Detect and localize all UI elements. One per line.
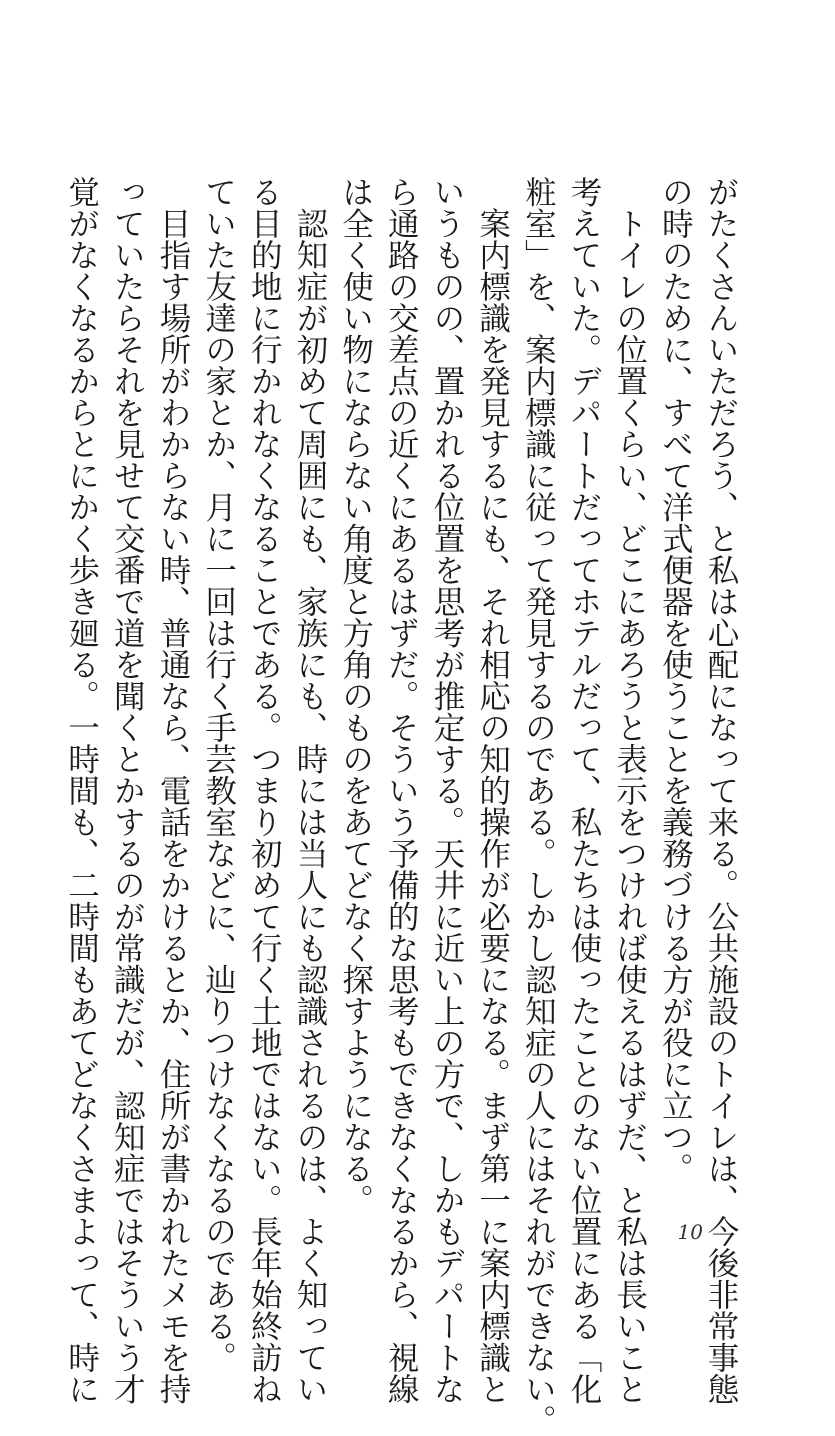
text-line-3: トイレの位置くらい、どこにあろうと表示をつければ使えるはずだ、と私は長いこと	[611, 176, 648, 1405]
text-line-8: ら通路の交差点の近くにあるはずだ。そういう予備的な思考もできなくなるから、視線	[383, 176, 420, 1405]
text-line-14: っていたらそれを見せて交番で道を聞くとかするのが常識だが、認知症ではそういう才	[109, 176, 146, 1405]
text-line-10: 認知症が初めて周囲にも、家族にも、時には当人にも認識されるのは、よく知ってい	[291, 176, 328, 1405]
text-line-7: いうものの、置かれる位置を思考が推定する。天井に近い上の方で、しかもデパートな	[428, 176, 465, 1405]
text-line-1: がたくさんいただろう、と私は心配になって来る。公共施設のトイレは、今後非常事態	[703, 176, 739, 1405]
page-number: 10	[677, 1220, 703, 1244]
text-line-11: る目的地に行かれなくなることである。つまり初めて行く土地ではない。長年始終訪ね	[246, 176, 283, 1405]
text-line-5: 粧室」を、案内標識に従って発見するのである。しかし認知症の人にはそれができない。	[520, 176, 557, 1436]
text-line-4: 考えていた。デパートだってホテルだって、私たちは使ったことのない位置にある「化	[565, 176, 602, 1405]
text-line-9: は全く使い物にならない角度と方角のものをあてどなく探すようになる。	[337, 176, 374, 1216]
text-line-12: ていた友達の家とか、月に一回は行く手芸教室などに、辿りつけなくなるのである。	[200, 176, 237, 1373]
text-line-15: 覚がなくなるからとにかく歩き廻る。一時間も、二時間もあてどなくさまよって、時に	[63, 176, 100, 1405]
text-line-2: の時のために、すべて洋式便器を使うことを義務づける方が役に立つ。	[657, 176, 694, 1184]
text-line-6: 案内標識を発見するにも、それ相応の知的操作が必要になる。まず第一に案内標識と	[474, 176, 511, 1405]
text-line-13: 目指す場所がわからない時、普通なら、電話をかけるとか、住所が書かれたメモを持	[154, 176, 191, 1405]
